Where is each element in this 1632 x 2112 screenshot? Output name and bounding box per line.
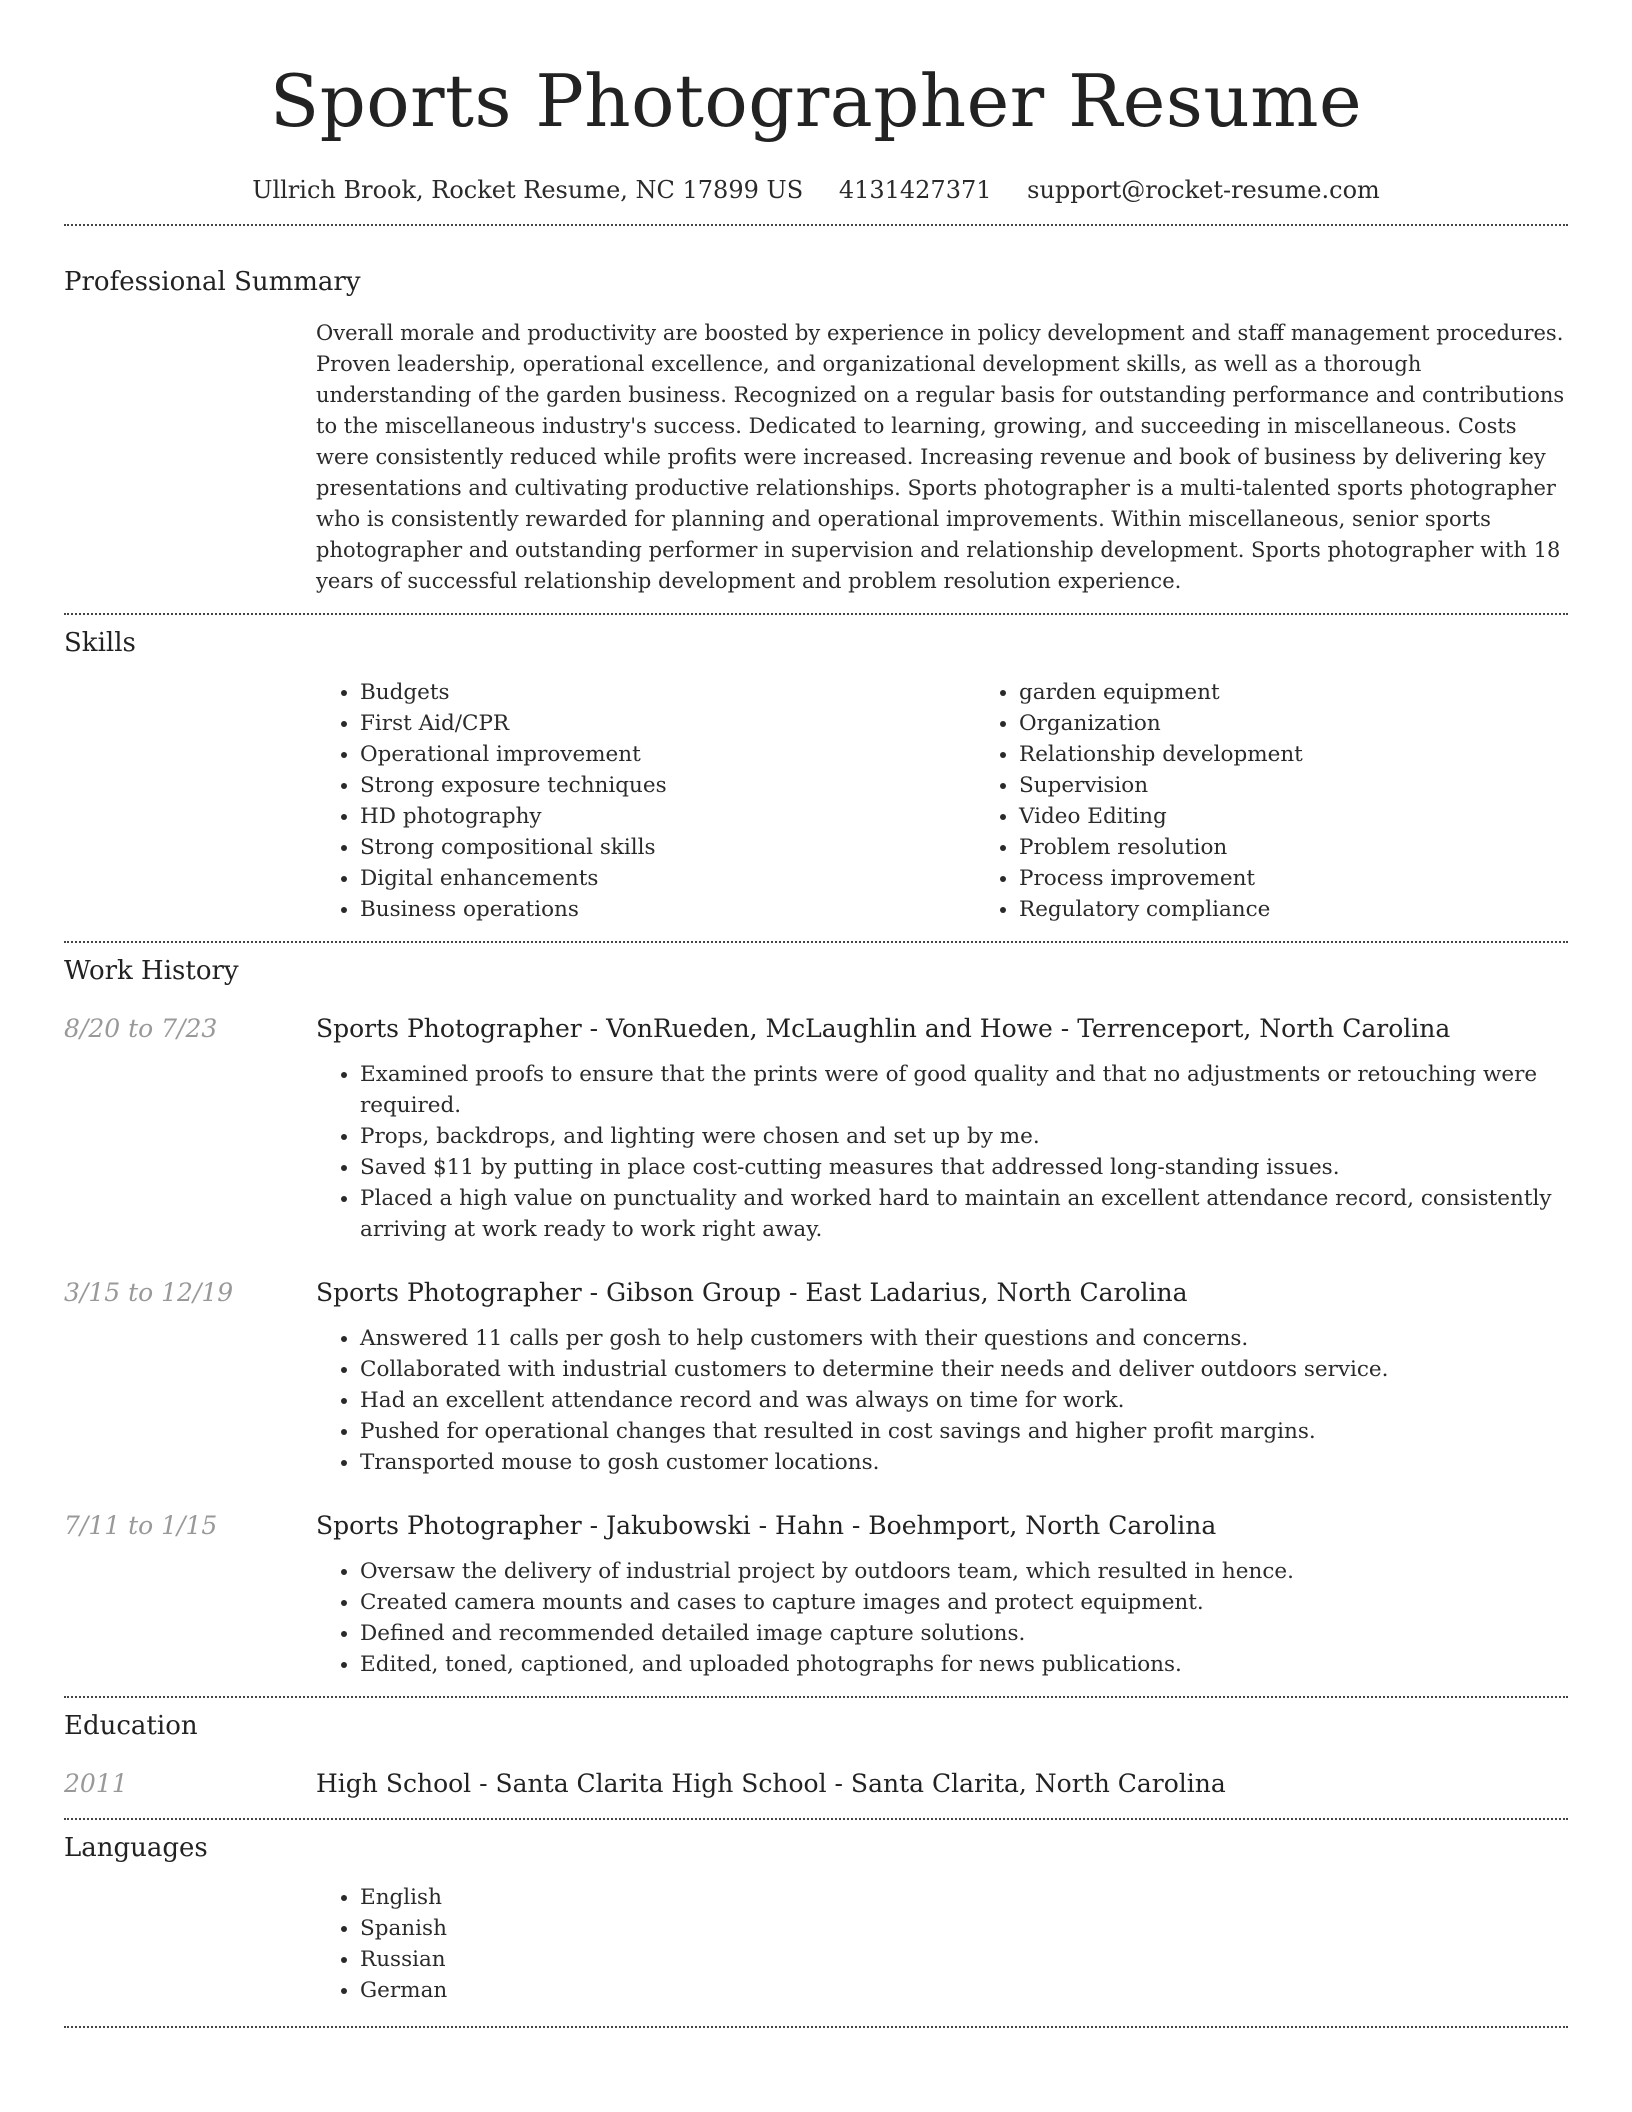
job-entry: [64, 1275, 1568, 1311]
list-item: • Spanish: [360, 1913, 1568, 1944]
list-item: • Supervision: [1019, 770, 1632, 801]
list-item: • Transported mouse to gosh customer locations.: [360, 1447, 1568, 1478]
skills-row: [64, 677, 1568, 925]
list-item: • Business operations: [360, 894, 975, 925]
contact-phone: 4131427371: [838, 176, 992, 204]
divider: [64, 613, 1568, 615]
list-item: • Answered 11 calls per gosh to help customers with their questions and concerns.: [360, 1323, 1568, 1354]
resume-title: Sports Photographer Resume: [269, 59, 1363, 143]
contact-address: Ullrich Brook, Rocket Resume, NC 17899 US: [252, 176, 804, 204]
job-entry: [64, 1508, 1568, 1544]
list-item: • Russian: [360, 1944, 1568, 1975]
list-item: • Saved $11 by putting in place cost-cutting measures that addressed long-standing issues.: [360, 1152, 1568, 1183]
languages-list: [316, 1882, 1568, 2006]
section-title-summary: Professional Summary: [64, 267, 361, 297]
education-year: 2011: [64, 1769, 128, 1798]
list-item: • Placed a high value on punctuality and worked hard to maintain an excellent attendance record, consistently arriving at work ready to work right away.: [360, 1183, 1568, 1245]
summary-row: [64, 318, 1568, 597]
divider: [64, 941, 1568, 943]
education-entry: [64, 1766, 1568, 1802]
job-dates: 3/15 to 12/19: [64, 1278, 234, 1307]
contact-email: support@rocket-resume.com: [1027, 176, 1380, 204]
list-item: • Digital enhancements: [360, 863, 975, 894]
list-item: • Relationship development: [1019, 739, 1632, 770]
job-bullets: [316, 1323, 1568, 1478]
list-item: • Collaborated with industrial customers to determine their needs and deliver outdoors service.: [360, 1354, 1568, 1385]
job-title: Sports Photographer - VonRueden, McLaughlin and Howe - Terrenceport, North Carolina: [316, 1014, 1451, 1043]
job-title: Sports Photographer - Gibson Group - East Ladarius, North Carolina: [316, 1278, 1188, 1307]
job-entry: [64, 1011, 1568, 1047]
list-item: • Strong exposure techniques: [360, 770, 975, 801]
list-item: • Created camera mounts and cases to capture images and protect equipment.: [360, 1587, 1568, 1618]
summary-text: Overall morale and productivity are boosted by experience in policy development and staff management procedures. Proven leadership, operational excellence, and organizational development skills, as well as a thorough understanding of the garden business. Recognized on a regular basis for outstanding performance and contributions to the miscellaneous industry's success. Dedicated to learning, growing, and succeeding in miscellaneous. Costs were consistently reduced while profits were increased. Increasing revenue and book of business by delivering key presentations and cultivating productive relationships. Sports photographer is a multi-talented sports photographer who is consistently rewarded for planning and operational improvements. Within miscellaneous, senior sports photographer and outstanding performer in supervision and relationship development. Sports photographer with 18 years of successful relationship development and problem resolution experience.: [316, 321, 1565, 593]
list-item: • HD photography: [360, 801, 975, 832]
list-item: • garden equipment: [1019, 677, 1632, 708]
list-item: • Strong compositional skills: [360, 832, 975, 863]
section-title-work: Work History: [64, 956, 239, 986]
education-title: High School - Santa Clarita High School - Santa Clarita, North Carolina: [316, 1769, 1226, 1798]
list-item: • Process improvement: [1019, 863, 1632, 894]
list-item: • Organization: [1019, 708, 1632, 739]
list-item: • Props, backdrops, and lighting were chosen and set up by me.: [360, 1121, 1568, 1152]
list-item: • German: [360, 1975, 1568, 2006]
divider: [64, 1818, 1568, 1820]
contact-line: [64, 172, 1568, 208]
list-item: • Budgets: [360, 677, 975, 708]
skills-list-right: [975, 677, 1632, 925]
list-item: • English: [360, 1882, 1568, 1913]
list-item: • Oversaw the delivery of industrial project by outdoors team, which resulted in hence.: [360, 1556, 1568, 1587]
skills-list-left: [316, 677, 975, 925]
job-bullets: [316, 1556, 1568, 1680]
list-item: • Examined proofs to ensure that the prints were of good quality and that no adjustments or retouching were required.: [360, 1059, 1568, 1121]
list-item: • Operational improvement: [360, 739, 975, 770]
list-item: • First Aid/CPR: [360, 708, 975, 739]
job-title: Sports Photographer - Jakubowski - Hahn - Boehmport, North Carolina: [316, 1511, 1217, 1540]
list-item: • Regulatory compliance: [1019, 894, 1632, 925]
list-item: • Pushed for operational changes that resulted in cost savings and higher profit margins.: [360, 1416, 1568, 1447]
divider: [64, 224, 1568, 226]
list-item: • Had an excellent attendance record and was always on time for work.: [360, 1385, 1568, 1416]
section-title-skills: Skills: [64, 628, 136, 658]
divider: [64, 2026, 1568, 2028]
languages-row: [64, 1882, 1568, 2006]
job-bullets: [316, 1059, 1568, 1245]
divider: [64, 1696, 1568, 1698]
list-item: • Video Editing: [1019, 801, 1632, 832]
section-title-languages: Languages: [64, 1833, 208, 1863]
job-dates: 8/20 to 7/23: [64, 1014, 218, 1043]
list-item: • Edited, toned, captioned, and uploaded photographs for news publications.: [360, 1649, 1568, 1680]
job-dates: 7/11 to 1/15: [64, 1511, 218, 1540]
section-title-education: Education: [64, 1711, 198, 1741]
list-item: • Defined and recommended detailed image capture solutions.: [360, 1618, 1568, 1649]
list-item: • Problem resolution: [1019, 832, 1632, 863]
